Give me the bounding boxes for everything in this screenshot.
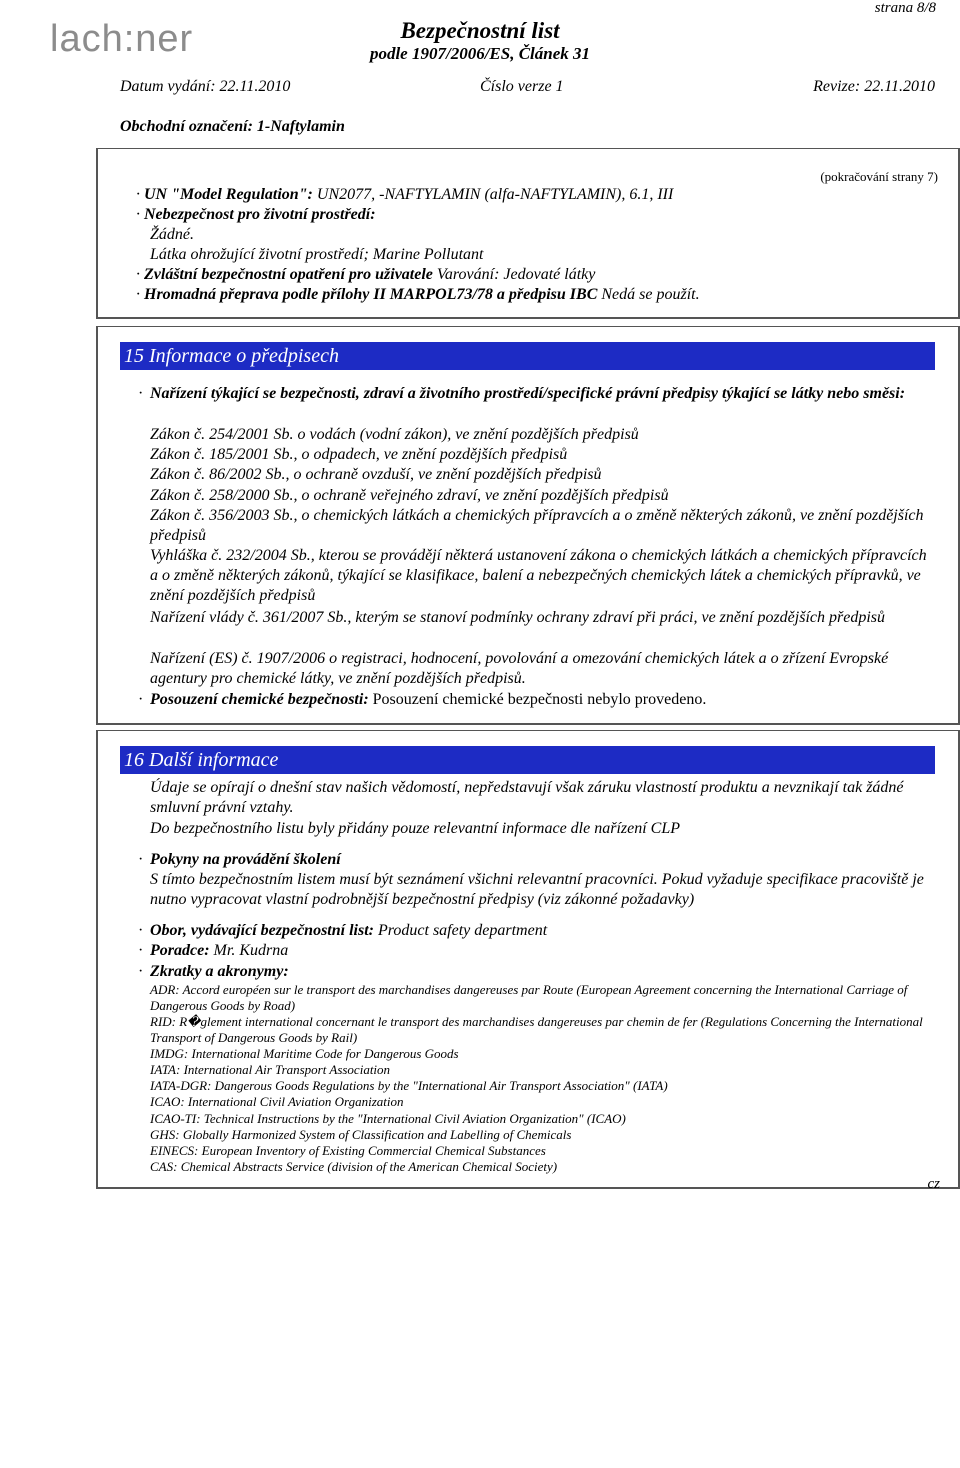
logo-text-right: ner xyxy=(135,18,194,60)
training-label: Pokyny na provádění školení xyxy=(150,851,341,868)
law-item: Zákon č. 254/2001 Sb. o vodách (vodní zákon), ve znění pozdějších předpisů xyxy=(150,426,639,443)
csa-value: Posouzení chemické bezpečnosti nebylo provedeno. xyxy=(368,691,707,708)
logo-text-left: lach xyxy=(50,18,124,60)
trade-name: Obchodní označení: 1-Naftylamin xyxy=(120,118,345,135)
bullet: · xyxy=(138,942,144,959)
law-item: Zákon č. 356/2003 Sb., o chemických látkách a chemických přípravcích a o změně některých zákonů, ve znění pozdějších předpisů xyxy=(150,507,924,544)
bullet: · xyxy=(138,385,144,402)
law-item: Vyhláška č. 232/2004 Sb., kterou se provádějí některá ustanovení zákona o chemických látkách a chemických přípravcích a o změně některých zákonů, týkající se klasifikace, balení a nebezpečných chemických látek a chemických přípravků, ve znění pozdějších předpisů xyxy=(150,547,927,604)
env-label: Nebezpečnost pro životní prostředí: xyxy=(144,206,376,223)
section-14-box xyxy=(96,148,960,319)
logo-colon: : xyxy=(123,18,136,60)
document-subtitle: podle 1907/2006/ES, Článek 31 xyxy=(369,44,591,63)
bulk-transport: · Hromadná přeprava podle přílohy II MARPOL73/78 a předpisu IBC Nedá se použít. xyxy=(136,286,700,303)
advisor xyxy=(150,941,935,961)
abbreviation-item: GHS: Globally Harmonized System of Classification and Labelling of Chemicals xyxy=(150,1127,572,1142)
bullet: · xyxy=(138,922,144,939)
law-item: Zákon č. 185/2001 Sb., o odpadech, ve znění pozdějších předpisů xyxy=(150,446,568,463)
dept-value: Product safety department xyxy=(373,922,548,939)
law-item: Zákon č. 258/2000 Sb., o ochraně veřejného zdraví, ve znění pozdějších předpisů xyxy=(150,487,669,504)
csa-label: Posouzení chemické bezpečnosti: xyxy=(150,691,369,708)
special-label: Zvláštní bezpečnostní opatření pro uživatele xyxy=(144,266,433,283)
abbreviations-label: Zkratky a akronymy: xyxy=(150,963,289,980)
special-precautions: · Zvláštní bezpečnostní opatření pro uživatele Varování: Jedovaté látky xyxy=(136,266,596,283)
abbreviation-item: ADR: Accord européen sur le transport des marchandises dangereuses par Route (European Agreement concerning the International Carriage of Dangerous Goods by Road) xyxy=(150,982,908,1013)
abbreviation-item: ICAO-TI: Technical Instructions by the "International Civil Aviation Organization" (ICAO) xyxy=(150,1111,626,1126)
abbreviation-item: RID: R�glement international concernant le transport des marchandises dangereuses par chemin de fer (Regulations Concerning the International Transport of Dangerous Goods by Rail) xyxy=(150,1014,923,1045)
section-16-heading: 16 Další informace xyxy=(120,746,935,774)
regulations-label: Nařízení týkající se bezpečnosti, zdraví a životního prostředí/specifické právní předpisy týkající se látky nebo směsi: xyxy=(150,385,906,402)
env-substance: Látka ohrožující životní prostředí; Marine Pollutant xyxy=(150,246,484,263)
law-item: Nařízení (ES) č. 1907/2006 o registraci, hodnocení, povolování a omezování chemických látek a o zřízení Evropské agentury pro chemické látky, ve znění pozdějších předpisů. xyxy=(150,650,889,687)
law-item: Zákon č. 86/2002 Sb., o ochraně ovzduší, ve znění pozdějších předpisů xyxy=(150,466,602,483)
un-model-regulation: · UN "Model Regulation": UN2077, -NAFTYLAMIN (alfa-NAFTYLAMIN), 6.1, III xyxy=(136,186,674,203)
advisor-value: Mr. Kudrna xyxy=(209,942,289,959)
abbreviation-item: IATA: International Air Transport Association xyxy=(150,1062,391,1077)
document-title: Bezpečnostní list xyxy=(400,18,560,43)
section-15-heading: 15 Informace o předpisech xyxy=(120,342,935,370)
bulk-label: Hromadná přeprava podle přílohy II MARPOL73/78 a předpisu IBC xyxy=(144,286,598,303)
law-item: Nařízení vlády č. 361/2007 Sb., kterým se stanoví podmínky ochrany zdraví při práci, ve znění pozdějších předpisů xyxy=(150,609,885,626)
abbreviation-item: EINECS: European Inventory of Existing Commercial Chemical Substances xyxy=(150,1143,546,1158)
abbreviation-item: IMDG: International Maritime Code for Dangerous Goods xyxy=(150,1046,459,1061)
issue-date: Datum vydání: 22.11.2010 xyxy=(120,78,291,95)
abbreviation-item: ICAO: International Civil Aviation Organization xyxy=(150,1094,404,1109)
revision-date: Revize: 22.11.2010 xyxy=(813,78,935,95)
training-text: S tímto bezpečnostním listem musí být seznámení všichni relevantní pracovníci. Pokud vyžaduje specifikace pracoviště je nutno vypracovat vlastní podrobnější bezpečnostní předpisy (viz zákonné požadavky) xyxy=(150,871,924,908)
special-value: Varování: Jedovaté látky xyxy=(432,266,596,283)
env-hazard: · Nebezpečnost pro životní prostředí: xyxy=(136,206,376,223)
un-label: UN "Model Regulation": xyxy=(144,186,313,203)
un-value: UN2077, -NAFTYLAMIN (alfa-NAFTYLAMIN), 6.1, III xyxy=(312,186,674,203)
clp-note: Do bezpečnostního listu byly přidány pouze relevantní informace dle nařízení CLP xyxy=(150,820,680,837)
bullet: · xyxy=(138,963,144,980)
issuing-department xyxy=(150,921,935,941)
advisor-label: Poradce: xyxy=(150,942,210,959)
abbreviation-item: IATA-DGR: Dangerous Goods Regulations by the "International Air Transport Association" (IATA) xyxy=(150,1078,668,1093)
chemical-safety-assessment xyxy=(150,690,935,710)
abbreviation-item: CAS: Chemical Abstracts Service (division of the American Chemical Society) xyxy=(150,1159,558,1174)
version-number: Číslo verze 1 xyxy=(480,78,564,95)
dept-label: Obor, vydávající bezpečnostní list: xyxy=(150,922,374,939)
page-number: strana 8/8 xyxy=(874,0,936,16)
continuation-note: (pokračování strany 7) xyxy=(820,169,938,184)
bullet: · xyxy=(138,691,144,708)
bulk-value: Nedá se použít. xyxy=(597,286,700,303)
disclaimer-text: Údaje se opírají o dnešní stav našich vědomostí, nepředstavují však záruku vlastností produktu a nevznikají tak žádné smluvní právní vztahy. xyxy=(150,779,904,816)
bullet: · xyxy=(138,851,144,868)
env-value: Žádné. xyxy=(150,226,194,243)
language-code: cz xyxy=(927,1176,940,1192)
